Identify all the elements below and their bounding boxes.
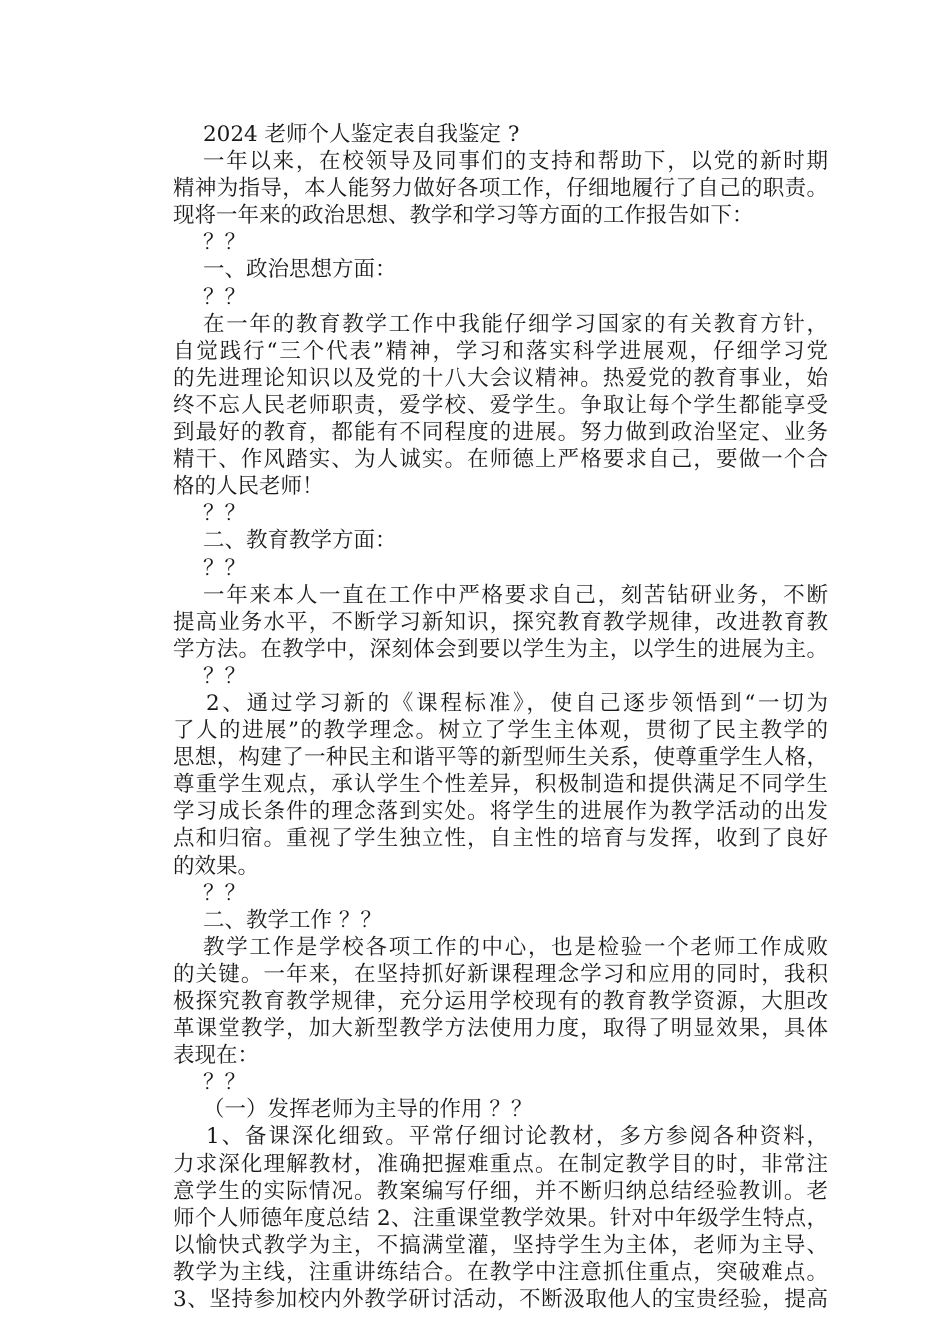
text-line: 尊重学生观点，承认学生个性差异，积极制造和提供满足不同学生: [173, 772, 828, 798]
text-line: ？？: [203, 230, 247, 256]
text-line: 学方法。在教学中，深刻体会到要以学生为主，以学生的进展为主。: [173, 636, 828, 662]
text-line: 精干、作风踏实、为人诚实。在师德上严格要求自己，要做一个合: [173, 447, 828, 473]
text-line: 革课堂教学，加大新型教学方法使用力度，取得了明显效果，具体: [173, 1016, 828, 1042]
text-line: ？？: [203, 284, 247, 310]
text-line: 教学工作是学校各项工作的中心，也是检验一个老师工作成败: [203, 934, 828, 960]
text-line: 自觉践行“三个代表”精神，学习和落实科学进展观，仔细学习党: [173, 338, 828, 364]
text-line: （一）发挥老师为主导的作用 ？？: [203, 1097, 533, 1123]
text-line: 到最好的教育，都能有不同程度的进展。努力做到政治坚定、业务: [173, 420, 828, 446]
text-line: 的先进理论知识以及党的十八大会议精神。热爱党的教育事业，始: [173, 365, 828, 391]
text-line: ？？: [203, 555, 247, 581]
text-line: 1、备课深化细致。平常仔细讨论教材，多方参阅各种资料，: [206, 1124, 828, 1150]
text-line: 一年以来，在校领导及同事们的支持和帮助下，以党的新时期: [203, 149, 828, 175]
text-line: 3、坚持参加校内外教学研讨活动，不断汲取他人的宝贵经验，提高: [173, 1287, 828, 1313]
text-line: 2024 老师个人鉴定表自我鉴定 ?: [203, 122, 520, 147]
text-line: ？？: [203, 663, 247, 689]
text-line: 2、通过学习新的《课程标准》，使自己逐步领悟到“一切为: [206, 690, 828, 716]
text-line: 思想，构建了一种民主和谐平等的新型师生关系，使尊重学生人格，: [173, 745, 828, 771]
text-line: 二、教学工作 ？？: [203, 907, 382, 933]
text-line: 在一年的教育教学工作中我能仔细学习国家的有关教育方针，: [203, 311, 828, 337]
text-line: 二、教育教学方面：: [203, 528, 397, 554]
text-line: 的效果。: [173, 853, 260, 879]
text-line: 意学生的实际情况。教案编写仔细，并不断归纳总结经验教训。老: [173, 1178, 828, 1204]
text-line: 极探究教育教学规律，充分运用学校现有的教育教学资源，大胆改: [173, 989, 828, 1014]
text-line: 力求深化理解教材，准确把握难重点。在制定教学目的时，非常注: [173, 1151, 828, 1177]
text-line: 的关键。一年来，在坚持抓好新课程理念学习和应用的同时，我积: [173, 961, 828, 987]
text-line: 以愉快式教学为主，不搞满堂灌，坚持学生为主体，老师为主导、: [173, 1232, 828, 1258]
text-line: 点和归宿。重视了学生独立性，自主性的培育与发挥，收到了良好: [173, 826, 828, 852]
text-line: 现将一年来的政治思想、教学和学习等方面的工作报告如下：: [173, 203, 754, 229]
text-line: 一年来本人一直在工作中严格要求自己，刻苦钻研业务，不断: [203, 582, 828, 608]
text-line: ？？: [203, 1070, 247, 1096]
text-line: 了人的进展”的教学理念。树立了学生主体观，贯彻了民主教学的: [173, 718, 828, 744]
text-line: 表现在：: [173, 1043, 260, 1069]
text-line: ？？: [203, 501, 247, 527]
text-line: 教学为主线，注重讲练结合。在教学中注意抓住重点，突破难点。: [173, 1259, 828, 1285]
text-line: 一、政治思想方面：: [203, 257, 397, 283]
text-line: 终不忘人民老师职责，爱学校、爱学生。争取让每个学生都能享受: [173, 392, 828, 418]
document-body: [173, 121, 828, 1313]
text-line: 精神为指导，本人能努力做好各项工作，仔细地履行了自己的职责。: [173, 176, 828, 202]
text-line: 提高业务水平，不断学习新知识，探究教育教学规律，改进教育教: [173, 609, 828, 635]
text-line: 学习成长条件的理念落到实处。将学生的进展作为教学活动的出发: [173, 799, 828, 825]
text-line: 师个人师德年度总结 2、注重课堂教学效果。针对中年级学生特点，: [173, 1205, 828, 1231]
text-line: ？？: [203, 880, 247, 906]
text-line: 格的人民老师！: [173, 474, 324, 500]
